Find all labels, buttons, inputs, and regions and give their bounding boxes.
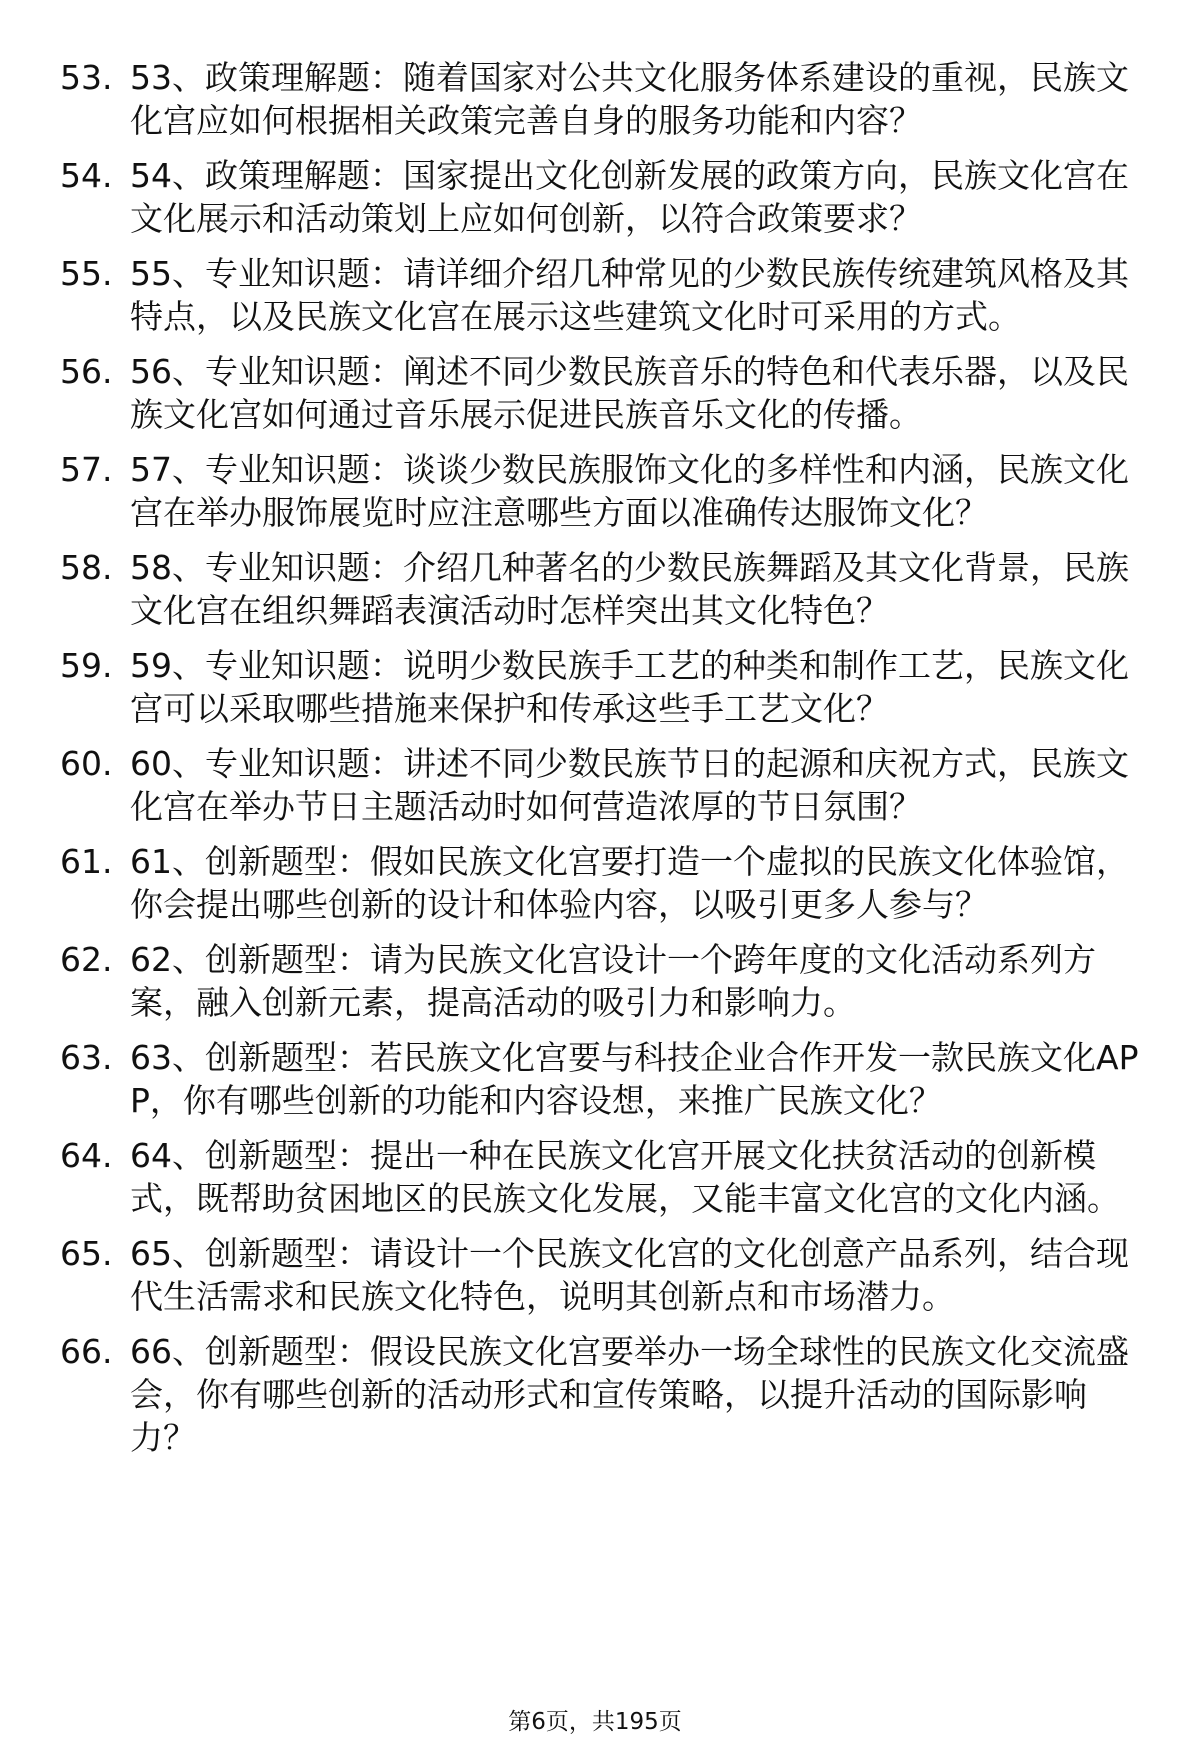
question-number: 58. — [60, 548, 113, 587]
question-item-55 — [60, 252, 1150, 338]
question-text: 62、创新题型：请为民族文化宫设计一个跨年度的文化活动系列方案，融入创新元素，提高活动的吸引力和影响力。 — [130, 940, 1096, 1022]
question-text: 60、专业知识题：讲述不同少数民族节日的起源和庆祝方式，民族文化宫在举办节日主题活动时如何营造浓厚的节日氛围？ — [130, 744, 1129, 826]
question-number: 63. — [60, 1038, 113, 1077]
question-number: 53. — [60, 58, 113, 97]
question-item-62 — [60, 938, 1150, 1024]
question-number: 59. — [60, 646, 113, 685]
question-item-59 — [60, 644, 1150, 730]
question-text: 57、专业知识题：谈谈少数民族服饰文化的多样性和内涵，民族文化宫在举办服饰展览时应注意哪些方面以准确传达服饰文化？ — [130, 450, 1129, 532]
page-number-label: 第6页，共195页 — [508, 1709, 682, 1735]
question-number: 66. — [60, 1332, 113, 1371]
question-number: 64. — [60, 1136, 113, 1175]
question-text: 54、政策理解题：国家提出文化创新发展的政策方向，民族文化宫在文化展示和活动策划上应如何创新，以符合政策要求？ — [130, 156, 1129, 238]
question-item-63 — [60, 1036, 1150, 1122]
page-footer — [0, 1708, 1190, 1736]
question-item-66 — [60, 1330, 1150, 1459]
question-item-60 — [60, 742, 1150, 828]
question-number: 55. — [60, 254, 113, 293]
question-number: 65. — [60, 1234, 113, 1273]
question-item-58 — [60, 546, 1150, 632]
question-text: 61、创新题型：假如民族文化宫要打造一个虚拟的民族文化体验馆，你会提出哪些创新的设计和体验内容，以吸引更多人参与？ — [130, 842, 1129, 924]
question-item-57 — [60, 448, 1150, 534]
question-text: 65、创新题型：请设计一个民族文化宫的文化创意产品系列，结合现代生活需求和民族文化特色，说明其创新点和市场潜力。 — [130, 1234, 1129, 1316]
question-text: 66、创新题型：假设民族文化宫要举办一场全球性的民族文化交流盛会，你有哪些创新的活动形式和宣传策略，以提升活动的国际影响力？ — [130, 1332, 1129, 1457]
question-number: 57. — [60, 450, 113, 489]
question-text: 55、专业知识题：请详细介绍几种常见的少数民族传统建筑风格及其特点，以及民族文化宫在展示这些建筑文化时可采用的方式。 — [130, 254, 1129, 336]
question-text: 59、专业知识题：说明少数民族手工艺的种类和制作工艺，民族文化宫可以采取哪些措施来保护和传承这些手工艺文化？ — [130, 646, 1129, 728]
question-item-53 — [60, 56, 1150, 142]
question-text: 53、政策理解题：随着国家对公共文化服务体系建设的重视，民族文化宫应如何根据相关政策完善自身的服务功能和内容？ — [130, 58, 1129, 140]
question-item-56 — [60, 350, 1150, 436]
question-number: 60. — [60, 744, 113, 783]
question-text: 64、创新题型：提出一种在民族文化宫开展文化扶贫活动的创新模式，既帮助贫困地区的民族文化发展，又能丰富文化宫的文化内涵。 — [130, 1136, 1120, 1218]
question-item-54 — [60, 154, 1150, 240]
question-text: 58、专业知识题：介绍几种著名的少数民族舞蹈及其文化背景，民族文化宫在组织舞蹈表演活动时怎样突出其文化特色？ — [130, 548, 1129, 630]
question-number: 62. — [60, 940, 113, 979]
question-number: 54. — [60, 156, 113, 195]
question-list — [60, 56, 1150, 1469]
question-text: 56、专业知识题：阐述不同少数民族音乐的特色和代表乐器，以及民族文化宫如何通过音乐展示促进民族音乐文化的传播。 — [130, 352, 1129, 434]
question-number: 61. — [60, 842, 113, 881]
question-text: 63、创新题型：若民族文化宫要与科技企业合作开发一款民族文化APP，你有哪些创新的功能和内容设想，来推广民族文化？ — [130, 1038, 1139, 1120]
question-item-61 — [60, 840, 1150, 926]
question-item-65 — [60, 1232, 1150, 1318]
question-number: 56. — [60, 352, 113, 391]
question-item-64 — [60, 1134, 1150, 1220]
